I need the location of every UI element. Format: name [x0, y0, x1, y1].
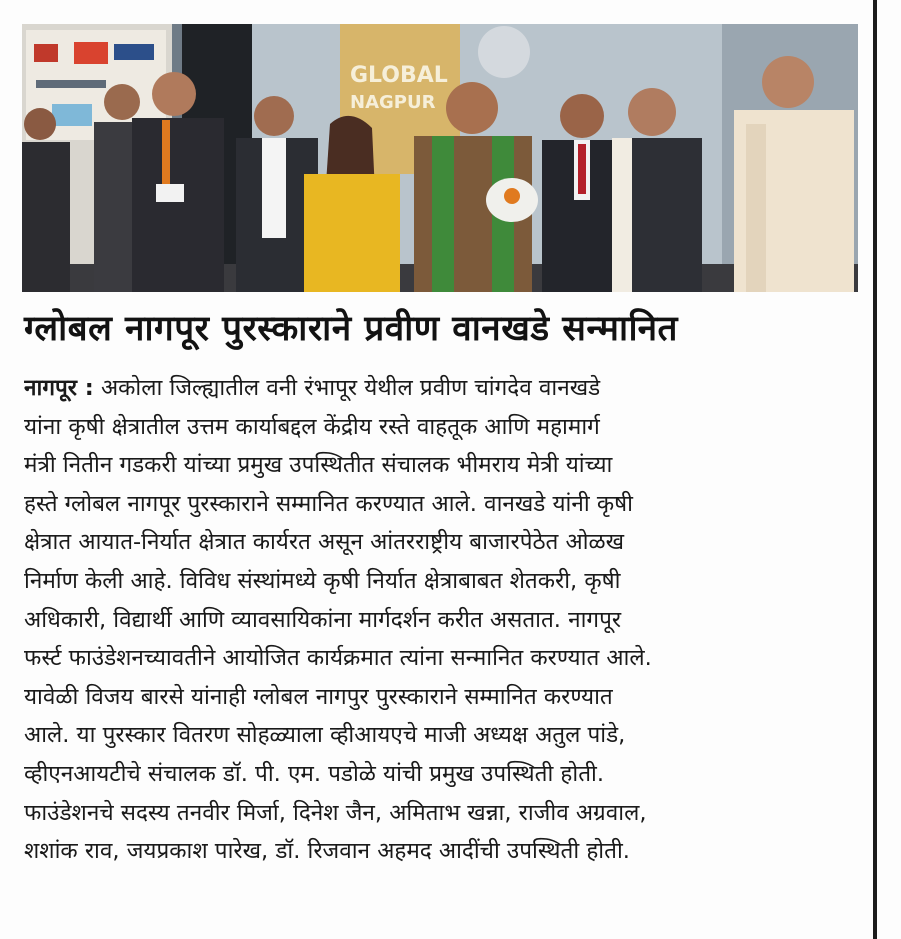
body-line: आले. या पुरस्कार वितरण सोहळ्याला व्हीआयएचे माजी अध्यक्ष अतुल पांडे, [24, 722, 626, 749]
banner-text-global: GLOBAL [350, 63, 448, 88]
body-line [24, 369, 860, 408]
body-line: शशांक राव, जयप्रकाश पारेख, डॉ. रिजवान अहमद आदींची उपस्थिती होती. [24, 838, 630, 865]
body-line: व्हीएनआयटीचे संचालक डॉ. पी. एम. पडोळे यांची प्रमुख उपस्थिती होती. [24, 760, 605, 787]
dateline: नागपूर : [24, 375, 94, 401]
body-line: निर्माण केली आहे. विविध संस्थांमध्ये कृषी निर्यात क्षेत्राबाबत शेतकरी, कृषी [24, 567, 621, 594]
body-line: यांना कृषी क्षेत्रातील उत्तम कार्याबद्दल केंद्रीय रस्ते वाहतूक आणि महामार्ग [24, 413, 600, 440]
body-line: अधिकारी, विद्यार्थी आणि व्यावसायिकांना मार्गदर्शन करीत असतात. नागपूर [24, 606, 622, 633]
column-rule [873, 0, 877, 939]
article-body [24, 369, 860, 871]
award-ceremony-photo [22, 24, 858, 292]
body-line: फर्स्ट फाउंडेशनच्यावतीने आयोजित कार्यक्रमात त्यांना सन्मानित करण्यात आले. [24, 645, 652, 672]
body-line: हस्ते ग्लोबल नागपूर पुरस्काराने सम्मानित करण्यात आले. वानखडे यांनी कृषी [24, 490, 633, 517]
body-line: मंत्री नितीन गडकरी यांच्या प्रमुख उपस्थितीत संचालक भीमराय मेत्री यांच्या [24, 452, 613, 479]
banner-text-nagpur: NAGPUR [350, 92, 436, 113]
body-line-text: अकोला जिल्ह्यातील वनी रंभापूर येथील प्रवीण चांगदेव वानखडे [100, 375, 601, 401]
body-line: क्षेत्रात आयात-निर्यात क्षेत्रात कार्यरत असून आंतरराष्ट्रीय बाजारपेठेत ओळख [24, 529, 625, 556]
headline: ग्लोबल नागपूर पुरस्काराने प्रवीण वानखडे सन्मानित [24, 309, 678, 349]
body-line: फाउंडेशनचे सदस्य तनवीर मिर्जा, दिनेश जैन, अमिताभ खन्ना, राजीव अग्रवाल, [24, 799, 647, 826]
body-line: यावेळी विजय बारसे यांनाही ग्लोबल नागपुर पुरस्काराने सम्मानित करण्यात [24, 683, 613, 710]
